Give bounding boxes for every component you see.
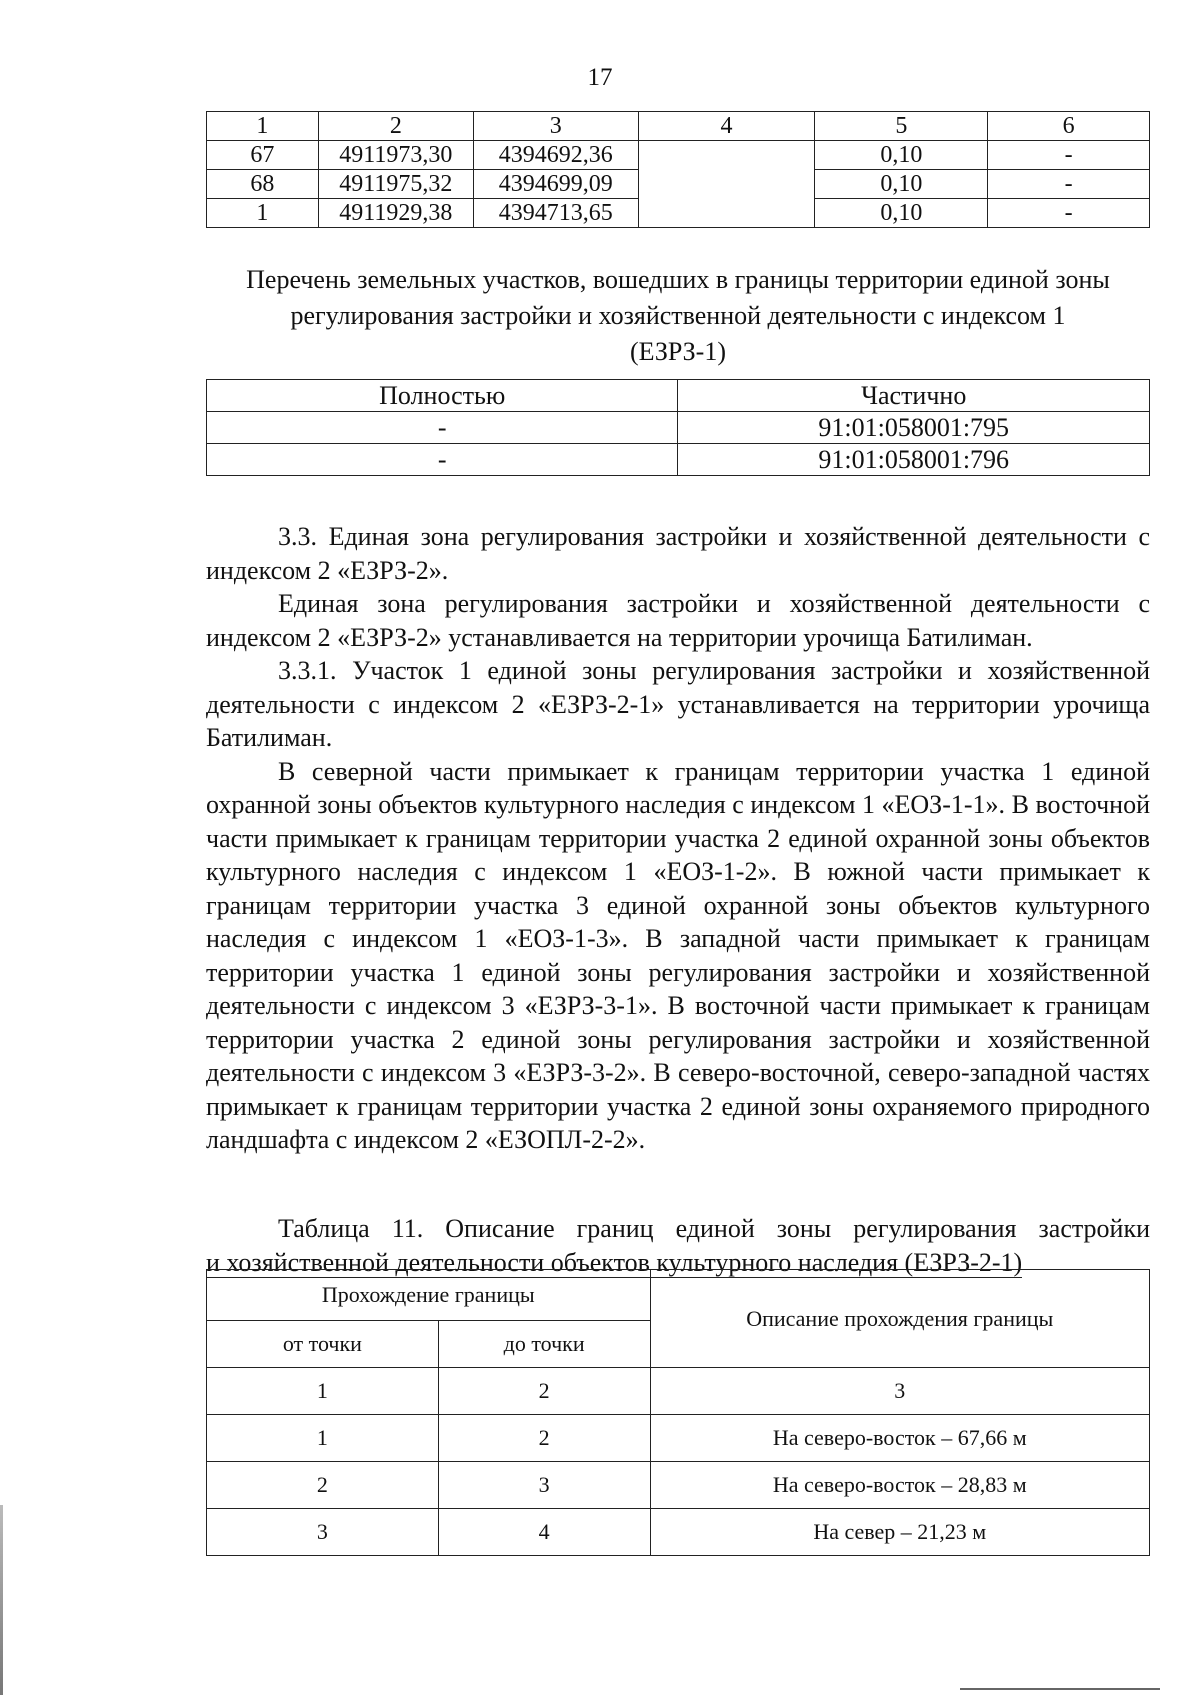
title-line: Перечень земельных участков, вошедших в границы территории единой зоны [246,265,1110,294]
section-heading-paragraph: 3.3. Единая зона регулирования застройки и хозяйственной деятельности с индексом 2 «ЕЗРЗ-2». [206,522,1150,585]
header-to-point: до точки [438,1321,650,1368]
table-cell: 4 [438,1509,650,1556]
table-cell: На север – 21,23 м [650,1509,1149,1556]
table-cell: 0,10 [815,170,988,199]
table-cell: 4911973,30 [318,141,473,170]
boundary-description-table [206,1269,1150,1556]
table-cell: - [988,141,1150,170]
scan-artifact [0,1505,3,1695]
table-cell: 4394692,36 [473,141,638,170]
table-cell: 2 [438,1368,650,1415]
table-row [207,1415,1150,1462]
table-cell: На северо-восток – 67,66 м [650,1415,1149,1462]
table-cell: 2 [207,1462,439,1509]
header-from-point: от точки [207,1321,439,1368]
table-numbering-row [207,1368,1150,1415]
table-cell: 4911975,32 [318,170,473,199]
table-cell: 3 [650,1368,1149,1415]
table-row [207,141,1150,170]
scan-artifact [960,1688,1160,1690]
caption-line: Таблица 11. Описание границ единой зоны регулирования застройки [278,1214,1150,1243]
parcels-table [206,379,1150,476]
table-header-row [207,112,1150,141]
title-line: (ЕЗРЗ-1) [629,337,726,366]
table-cell: 6 [988,112,1150,141]
table-cell: На северо-восток – 28,83 м [650,1462,1149,1509]
parcels-list-title [200,262,1156,370]
table-row [207,1509,1150,1556]
header-boundary-passage: Прохождение границы [207,1270,651,1321]
table-header-row [207,1270,1150,1321]
coordinates-table [206,111,1150,228]
table-row [207,444,1150,476]
table-cell: 0,10 [815,141,988,170]
table-cell: 3 [438,1462,650,1509]
table-cell: 4394699,09 [473,170,638,199]
header-description: Описание прохождения границы [650,1270,1149,1368]
table-cell: 5 [815,112,988,141]
table-cell: 1 [207,199,319,228]
caption-line: и хозяйственной деятельности объектов культурного наследия (ЕЗРЗ-2-1) [206,1248,1023,1277]
table-cell: 91:01:058001:796 [678,444,1150,476]
table-cell: 67 [207,141,319,170]
table-cell: 2 [318,112,473,141]
table-cell: 91:01:058001:795 [678,412,1150,444]
body-text [206,520,1150,1157]
header-fully: Полностью [207,380,678,412]
table-row [207,412,1150,444]
paragraph: 3.3.1. Участок 1 единой зоны регулирования застройки и хозяйственной деятельности с индексом 2 «ЕЗРЗ-2-1» устанавливается на территории урочища Батилиман. [206,656,1150,752]
paragraph: Единая зона регулирования застройки и хозяйственной деятельности с индексом 2 «ЕЗРЗ-2» устанавливается на территории урочища Батилиман. [206,589,1150,652]
table-cell: 68 [207,170,319,199]
table-header-row [207,380,1150,412]
table-cell: - [207,412,678,444]
table-cell: 1 [207,112,319,141]
table-cell: 1 [207,1368,439,1415]
table-cell: 4394713,65 [473,199,638,228]
table-cell: 3 [473,112,638,141]
table-cell: - [988,170,1150,199]
paragraph: В северной части примыкает к границам территории участка 1 единой охранной зоны объектов культурного наследия с индексом 1 «ЕОЗ-1-1». В восточной части примыкает к границам территории участка 2 единой охранной зоны объектов культурного наследия с индексом 1 «ЕОЗ-1-2». В южной части примыкает к границам территории участка 3 единой охранной зоны объектов культурного наследия с индексом 1 «ЕОЗ-1-3». В западной части примыкает к границам территории участка 1 единой зоны регулирования застройки и хозяйственной деятельности с индексом 3 «ЕЗРЗ-3-1». В восточной части примыкает к границам территории участка 2 единой зоны регулирования застройки и хозяйственной деятельности с индексом 3 «ЕЗРЗ-3-2». В северо-восточной, северо-западной частях примыкает к границам территории участка 2 единой зоны охраняемого природного ландшафта с индексом 2 «ЕЗОПЛ-2-2». [206,756,1150,1154]
table-cell: 2 [438,1415,650,1462]
merged-empty-cell [638,141,815,228]
table-row [207,1462,1150,1509]
table-cell: 4 [638,112,815,141]
header-partially: Частично [678,380,1150,412]
table-cell: - [988,199,1150,228]
table-cell: - [207,444,678,476]
table-cell: 4911929,38 [318,199,473,228]
title-line: регулирования застройки и хозяйственной деятельности с индексом 1 [290,301,1066,330]
table-cell: 3 [207,1509,439,1556]
table-cell: 1 [207,1415,439,1462]
table-cell: 0,10 [815,199,988,228]
page-number: 17 [587,64,613,91]
